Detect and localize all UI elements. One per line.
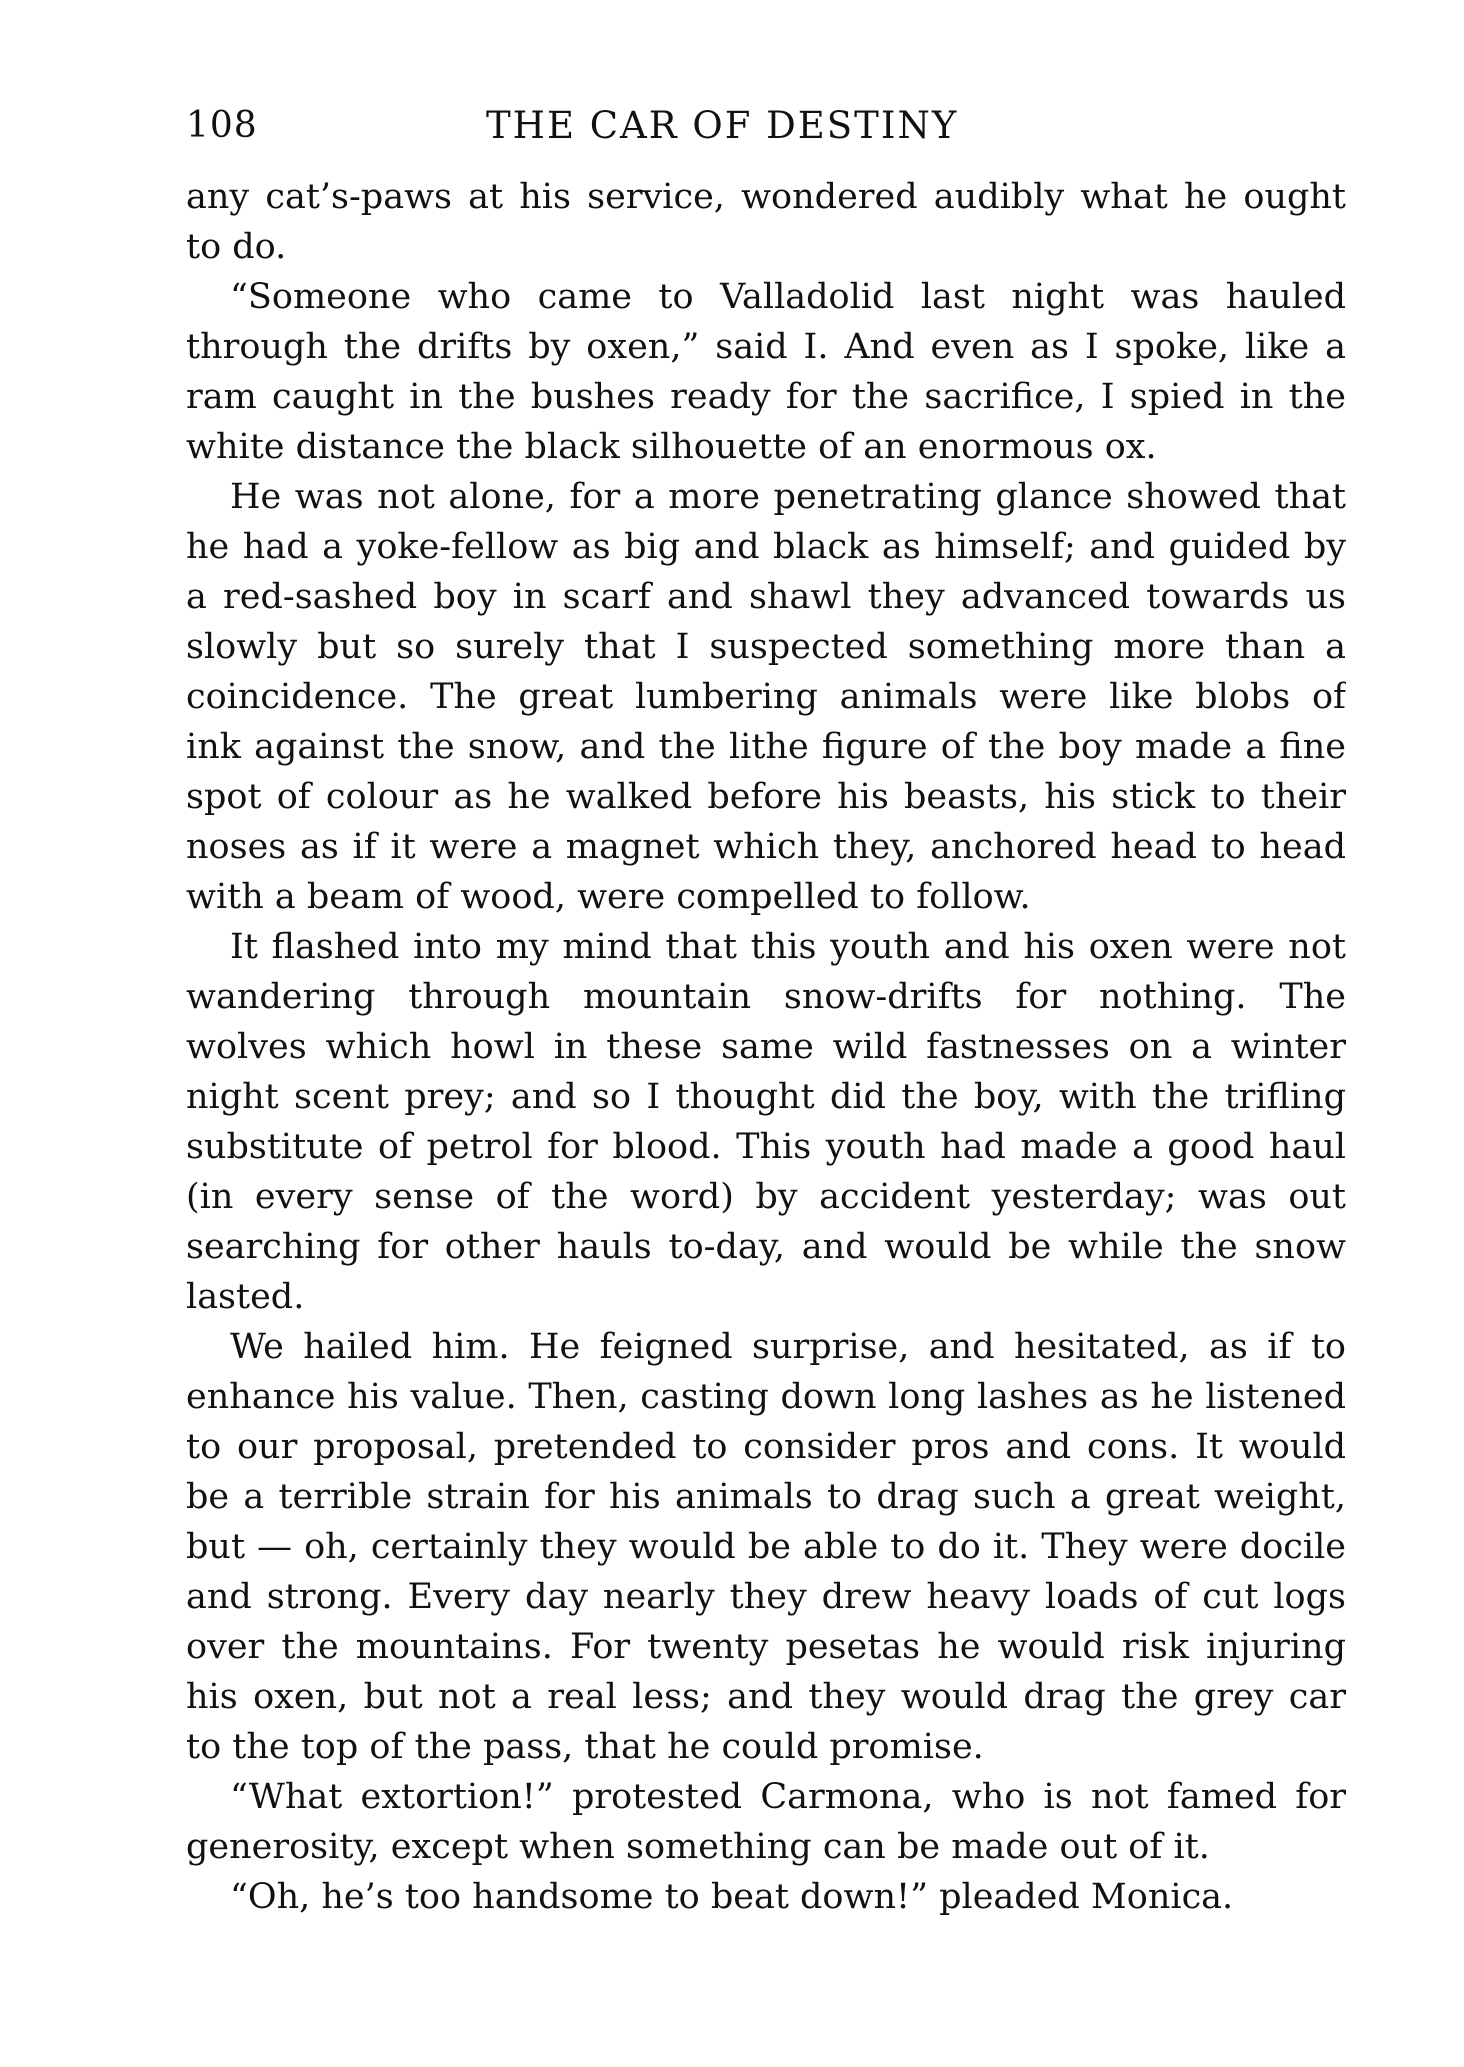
text-line: through the drifts by oxen,” said I. And even as I spoke, like a [186, 327, 1346, 367]
text-line: “What extortion!” protested Carmona, who is not famed for [230, 1777, 1346, 1817]
text-line: but — oh, certainly they would be able to do it. They were docile [186, 1527, 1346, 1567]
text-line: spot of colour as he walked before his beasts, his stick to their [186, 777, 1346, 817]
text-line: to our proposal, pretended to consider pros and cons. It would [186, 1427, 1346, 1467]
text-line: over the mountains. For twenty pesetas he would risk injuring [186, 1627, 1346, 1667]
body-text [186, 172, 1346, 1922]
text-line: “Someone who came to Valladolid last night was hauled [230, 277, 1346, 317]
text-line: It flashed into my mind that this youth and his oxen were not [230, 927, 1346, 967]
text-line: lasted. [186, 1277, 305, 1317]
text-line: ram caught in the bushes ready for the sacrifice, I spied in the [186, 377, 1346, 417]
running-title: THE CAR OF DESTINY [486, 104, 959, 147]
text-line: We hailed him. He feigned surprise, and hesitated, as if to [230, 1327, 1346, 1367]
text-line: slowly but so surely that I suspected something more than a [186, 627, 1346, 667]
page-number: 108 [186, 105, 258, 146]
text-line: be a terrible strain for his animals to drag such a great weight, [186, 1477, 1346, 1517]
text-line: a red-sashed boy in scarf and shawl they advanced towards us [186, 577, 1346, 617]
text-line: He was not alone, for a more penetrating glance showed that [230, 477, 1346, 517]
running-head [186, 96, 1346, 156]
text-line: to do. [186, 227, 287, 267]
text-line: he had a yoke-fellow as big and black as himself; and guided by [186, 527, 1346, 567]
text-line: noses as if it were a magnet which they, anchored head to head [186, 827, 1346, 867]
text-line: searching for other hauls to-day, and would be while the snow [186, 1227, 1346, 1267]
text-line: enhance his value. Then, casting down long lashes as he listened [186, 1377, 1346, 1417]
text-line: generosity, except when something can be made out of it. [186, 1827, 1210, 1867]
text-line: and strong. Every day nearly they drew heavy loads of cut logs [186, 1577, 1346, 1617]
text-line: “Oh, he’s too handsome to beat down!” pleaded Monica. [230, 1877, 1234, 1917]
text-line: coincidence. The great lumbering animals were like blobs of [186, 677, 1346, 717]
text-line: to the top of the pass, that he could promise. [186, 1727, 984, 1767]
text-line: night scent prey; and so I thought did the boy, with the trifling [186, 1077, 1346, 1117]
text-line: white distance the black silhouette of an enormous ox. [186, 427, 1157, 467]
text-line: wolves which howl in these same wild fastnesses on a winter [186, 1027, 1346, 1067]
text-line: substitute of petrol for blood. This youth had made a good haul [186, 1127, 1346, 1167]
text-line: with a beam of wood, were compelled to follow. [186, 877, 1031, 917]
text-line: any cat’s-paws at his service, wondered audibly what he ought [186, 177, 1346, 217]
text-line: his oxen, but not a real less; and they would drag the grey car [186, 1677, 1346, 1717]
text-line: (in every sense of the word) by accident yesterday; was out [186, 1177, 1346, 1217]
text-line: wandering through mountain snow-drifts for nothing. The [186, 977, 1346, 1017]
text-line: ink against the snow, and the lithe figure of the boy made a fine [186, 727, 1346, 767]
